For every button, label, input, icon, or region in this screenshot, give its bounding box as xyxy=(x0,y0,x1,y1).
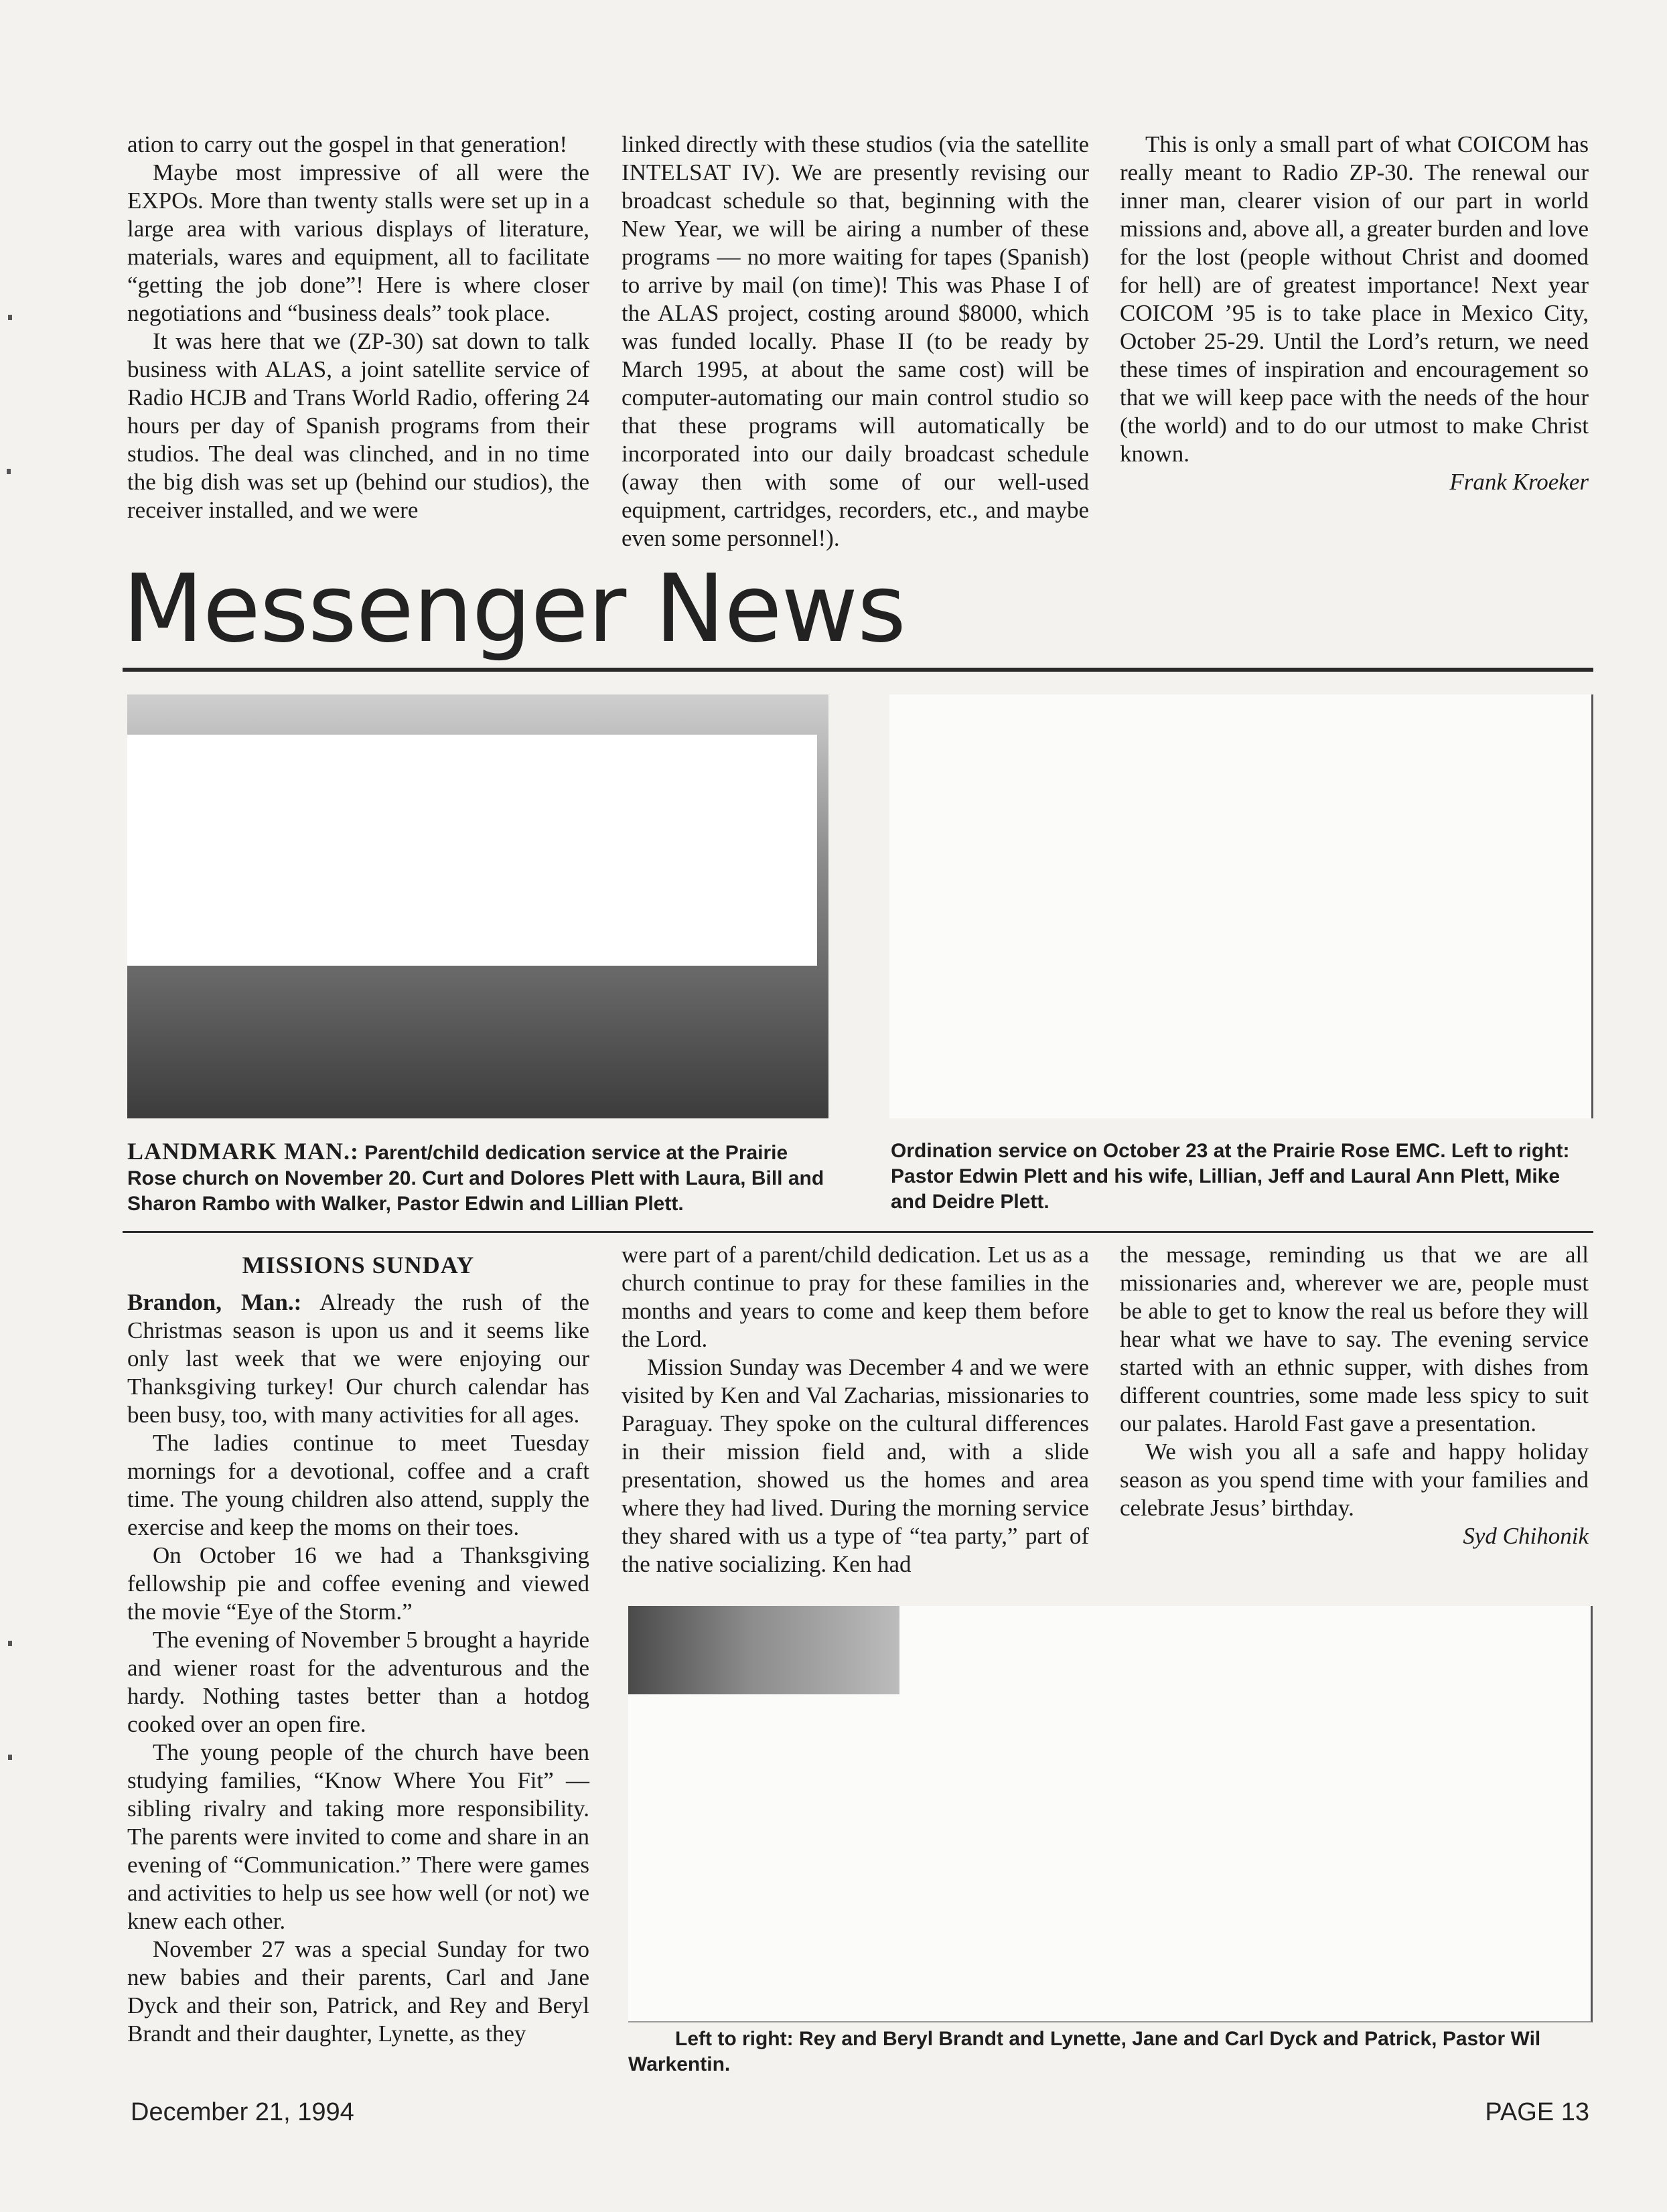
ordination-photo-caption xyxy=(891,1138,1594,1215)
paragraph: The ladies continue to meet Tuesday mornings for a devotional, coffee and a craft time. The young children also attend, supply the exercise and keep the moms on their toes. xyxy=(127,1430,589,1540)
author-signature: Frank Kroeker xyxy=(1449,469,1589,495)
paragraph-text: Already the rush of the Christmas season is upon us and it seems like only last week that we were enjoying our Thanksgiving turkey! Our church calendar has been busy, too, with many activities for all ages. xyxy=(127,1289,589,1428)
dateline: Brandon, Man.: xyxy=(127,1289,302,1315)
paragraph: Maybe most impressive of all were the EXPOs. More than twenty stalls were set up in a large area with various displays of literature, materials, wares and equipment, all to facilitate “getting the job done”! Here is where closer negotiations and “business deals” took place. xyxy=(127,159,589,326)
paragraph: This is only a small part of what COICOM has really meant to Radio ZP-30. The renewal our inner man, clearer vision of our part in world missions and, above all, a greater burden and love for the lost (people without Christ and doomed for hell) are of greatest importance! Next year COICOM ’95 is to take place in Mexico City, October 25-29. Until the Lord’s return, we need these times of inspiration and encouragement so that we will keep pace with the needs of the hour (the world) and to do our utmost to make Christ known. xyxy=(1120,131,1589,467)
missions-column-2 xyxy=(622,1241,1089,1578)
caption-text: Ordination service on October 23 at the Prairie Rose EMC. Left to right: Pastor Edwin Plett and his wife, Lillian, Jeff and Laural Ann Plett, Mike and Deidre Plett. xyxy=(891,1140,1570,1213)
missions-column-3 xyxy=(1120,1241,1589,1550)
dedication-photo-caption xyxy=(127,1138,830,1217)
paragraph: On October 16 we had a Thanksgiving fellowship pie and coffee evening and viewed the movie “Eye of the Storm.” xyxy=(127,1542,589,1625)
section-title: Messenger News xyxy=(123,555,906,664)
baby-dedication-photo xyxy=(628,1606,1593,2022)
ordination-photo xyxy=(889,694,1593,1118)
paragraph: It was here that we (ZP-30) sat down to talk business with ALAS, a joint satellite service of Radio HCJB and Trans World Radio, offering 24 hours per day of Spanish programs from their studios. The deal was clinched, and in no time the big dish was set up (behind our studios), the receiver installed, and we were xyxy=(127,328,589,523)
paragraph: November 27 was a special Sunday for two new babies and their parents, Carl and Jane Dyck and their son, Patrick, and Rey and Beryl Brandt and their daughter, Lynette, as they xyxy=(127,1936,589,2047)
top-article-column-3 xyxy=(1120,131,1589,496)
scan-mark xyxy=(7,469,11,474)
paragraph: Mission Sunday was December 4 and we were visited by Ken and Val Zacharias, missionaries to Paraguay. They spoke on the cultural differences in their mission field and, with a slide presentation, showed us the homes and area where they had lived. During the morning service they shared with us a type of “tea party,” part of the native socializing. Ken had xyxy=(622,1354,1089,1577)
section-divider xyxy=(123,1231,1593,1233)
caption-text: Left to right: Rey and Beryl Brandt and Lynette, Jane and Carl Dyck and Patrick, Pastor Wil Warkentin. xyxy=(628,2028,1541,2075)
photo-fragment xyxy=(628,1606,899,1694)
caption-lead: LANDMARK MAN.: xyxy=(127,1138,359,1165)
redacted-region xyxy=(127,735,817,966)
paragraph: ation to carry out the gospel in that generation! xyxy=(127,131,568,157)
paragraph: We wish you all a safe and happy holiday season as you spend time with your families and celebrate Jesus’ birthday. xyxy=(1120,1439,1589,1521)
page-number: PAGE 13 xyxy=(1485,2098,1589,2126)
dedication-photo xyxy=(127,694,828,1118)
masthead-rule xyxy=(123,668,1593,672)
paragraph: The young people of the church have been studying families, “Know Where You Fit” — sibling rivalry and taking more responsibility. The parents were invited to come and share in an evening of “Communication.” There were games and activities to help us see how well (or not) we knew each other. xyxy=(127,1739,589,1934)
scan-mark xyxy=(8,315,12,320)
top-article-column-2 xyxy=(622,131,1089,552)
paragraph: linked directly with these studios (via the satellite INTELSAT IV). We are presently revising our broadcast schedule so that, beginning with the New Year, we will be airing a number of these programs — no more waiting for tapes (Spanish) to arrive by mail (on time)! This was Phase I of the ALAS project, costing around $8000, which was funded locally. Phase II (to be ready by March 1995, at about the same cost) will be computer-automating our main control studio so that these programs will automatically be incorporated into our daily broadcast schedule (away then with some of our well-used equipment, cartridges, recorders, etc., and maybe even some personnel!). xyxy=(622,131,1089,551)
top-article-column-1 xyxy=(127,131,589,524)
caption-text: Parent/child dedication service at the Prairie Rose church on November 20. Curt and Dolores Plett with Laura, Bill and Sharon Rambo with Walker, Pastor Edwin and Lillian Plett. xyxy=(127,1142,824,1215)
issue-date: December 21, 1994 xyxy=(131,2098,354,2126)
paragraph: The evening of November 5 brought a hayride and wiener roast for the adventurous and the hardy. Nothing tastes better than a hotdog cooked over an open fire. xyxy=(127,1627,589,1737)
author-signature: Syd Chihonik xyxy=(1463,1523,1589,1549)
paragraph: the message, reminding us that we are all missionaries and, wherever we are, people must be able to get to know the real us before they will hear what we have to say. The evening service started with an ethnic supper, with dishes from different countries, some made less spicy to suit our palates. Harold Fast gave a presentation. xyxy=(1120,1242,1589,1436)
article-heading: MISSIONS SUNDAY xyxy=(242,1252,475,1278)
paragraph: were part of a parent/child dedication. Let us as a church continue to pray for these families in the months and years to come and keep them before the Lord. xyxy=(622,1242,1089,1352)
baby-dedication-caption xyxy=(628,2026,1593,2077)
paragraph xyxy=(127,1288,589,1429)
missions-column-1 xyxy=(127,1251,589,2048)
scan-mark xyxy=(8,1641,12,1646)
scan-mark xyxy=(8,1755,12,1760)
